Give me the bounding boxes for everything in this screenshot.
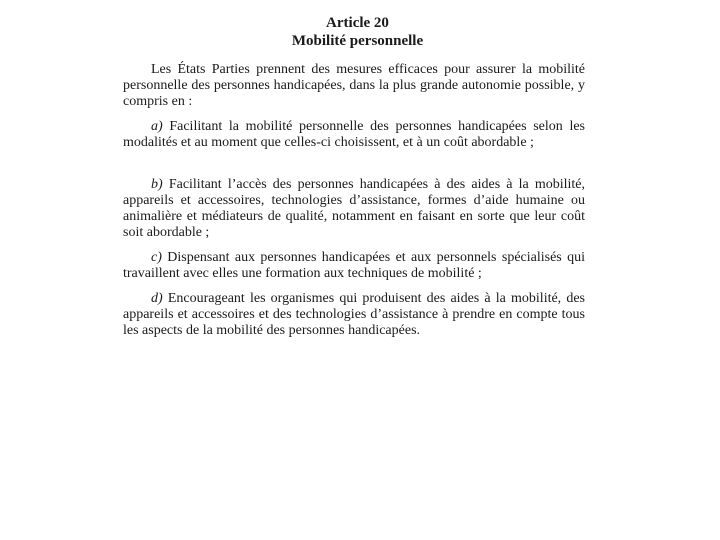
item-text: Facilitant l’accès des personnes handicapées à des aides à la mobilité, appareils et accessoires, technologies d’assistance, formes d’aide humaine ou animalière et médiateurs de qualité, notamment en faisant en sorte que leur coût soit abordable ;: [123, 177, 585, 240]
item-text: Encourageant les organismes qui produisent des aides à la mobilité, des appareils et accessoires et des technologies d’assistance à prendre en compte tous les aspects de la mobilité des personnes handicapées.: [123, 291, 586, 338]
article-number: Article 20: [326, 15, 389, 31]
item-letter: c): [151, 250, 162, 265]
item-letter: d): [151, 291, 163, 306]
list-item-d: [123, 291, 585, 339]
article-title: Mobilité personnelle: [291, 33, 424, 49]
item-text: Dispensant aux personnes handicapées et aux personnels spécialisés qui travaillent avec elles une formation aux techniques de mobilité ;: [123, 250, 585, 281]
list-item-b: [123, 177, 585, 241]
item-text: Facilitant la mobilité personnelle des personnes handicapées selon les modalités et au moment que celles-ci choisissent, et à un coût abordable ;: [123, 119, 585, 150]
list-item-c: [123, 250, 585, 282]
article-body: [123, 62, 585, 339]
intro-paragraph: Les États Parties prennent des mesures efficaces pour assurer la mobilité personnelle des personnes handicapées, dans la plus grande autonomie possible, y compris en :: [123, 62, 585, 109]
item-letter: a): [151, 119, 163, 134]
article-header: [0, 14, 715, 50]
item-letter: b): [151, 177, 163, 192]
list-item-a: [123, 119, 585, 151]
